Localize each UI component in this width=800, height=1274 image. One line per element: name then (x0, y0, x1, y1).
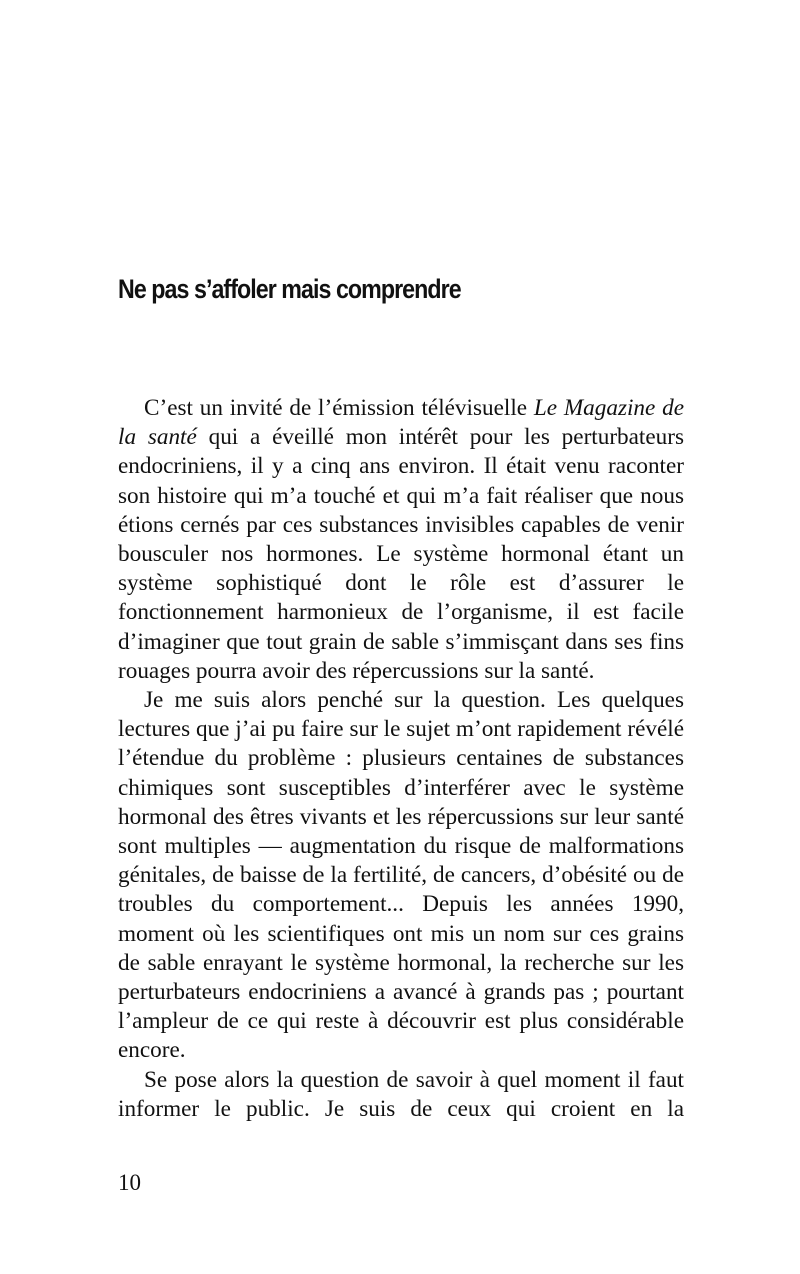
paragraph-1 (118, 394, 684, 686)
body-text (118, 394, 684, 1124)
chapter-title: Ne pas s’affoler mais comprendre (118, 274, 461, 304)
page-number: 10 (118, 1170, 141, 1195)
paragraph-3: Se pose alors la question de savoir à quel moment il faut informer le public. Je suis de ceux qui croient en la (118, 1066, 684, 1122)
paragraph-2: Je me suis alors penché sur la question. Les quelques lectures que j’ai pu faire sur le sujet m’ont rapidement révélé l’étendue du problème : plusieurs centaines de substances chimiques sont susceptibles d’interférer avec le système hormonal des êtres vivants et les répercussions sur leur santé sont multiples — augmentation du risque de malformations génitales, de baisse de la fertilité, de cancers, d’obésité ou de troubles du comportement... Depuis les années 1990, moment où les scientifiques ont mis un nom sur ces grains de sable enrayant le système hormonal, la recherche sur les perturbateurs endocriniens a avancé à grands pas ; pourtant l’ampleur de ce qui reste à découvrir est plus considérable encore. (118, 687, 684, 1064)
paragraph-1-intro: C’est un invité de l’émission télévisuelle (144, 395, 534, 421)
paragraph-1-rest: qui a éveillé mon intérêt pour les perturbateurs endocriniens, il y a cinq ans environ. Il était venu raconter son histoire qui m’a touché et qui m’a fait réaliser que nous étions cernés par ces substances invisibles capables de venir bousculer nos hormones. Le système hormonal étant un système sophistiqué dont le rôle est d’assurer le fonctionnement harmonieux de l’organisme, il est facile d’imaginer que tout grain de sable s’immisçant dans ses fins rouages pourra avoir des répercussions sur la santé. (118, 424, 685, 684)
magazine-title: Le Magazine de la santé (118, 395, 684, 451)
